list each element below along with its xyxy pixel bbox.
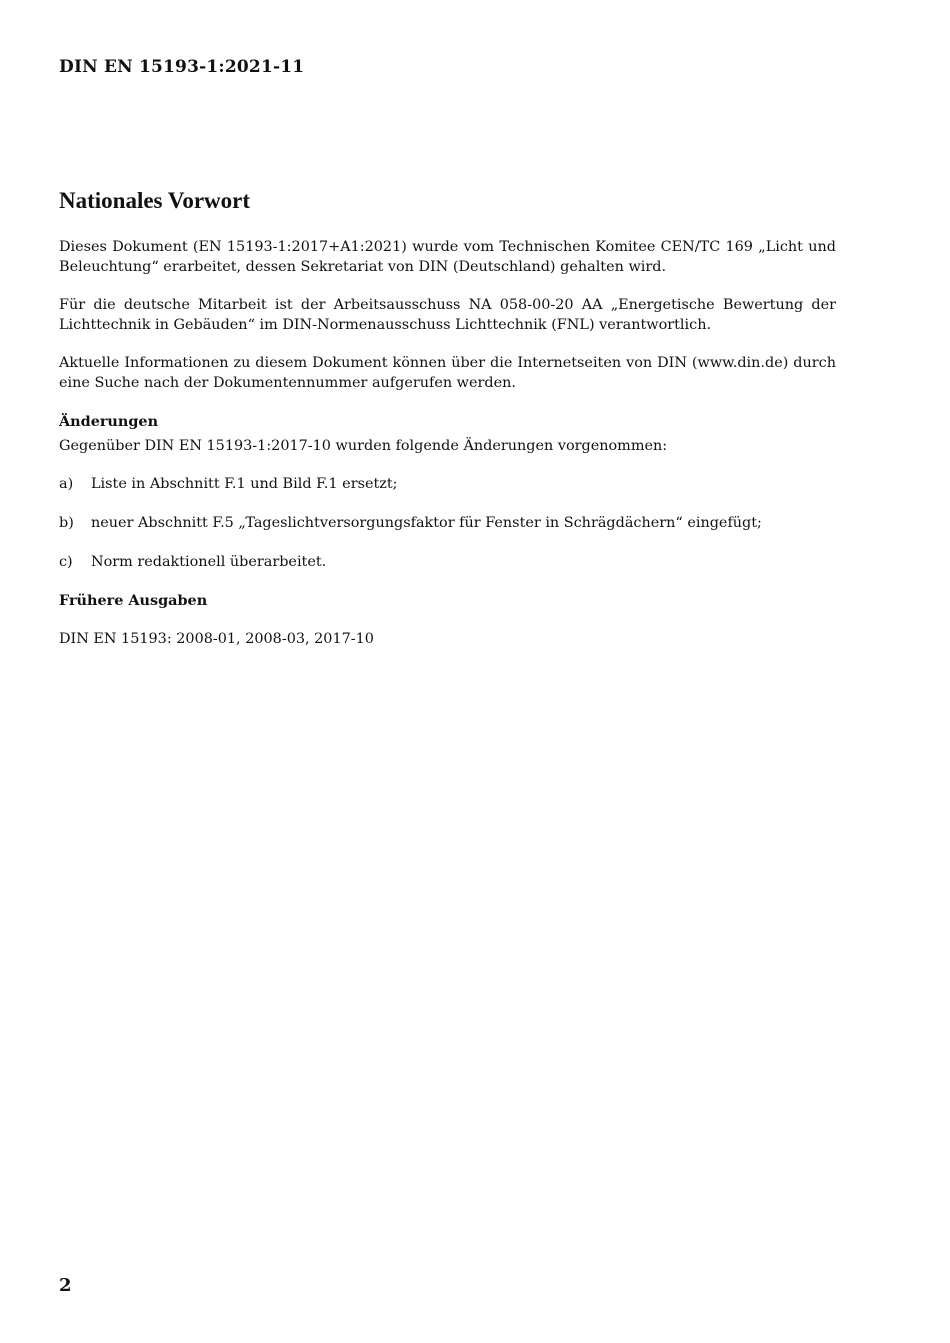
list-item [59,475,836,495]
page-content [59,186,836,668]
paragraph-committee: Dieses Dokument (EN 15193-1:2017+A1:2021) wurde vom Technischen Komitee CEN/TC 169 „Licht und Beleuchtung“ erarbeitet, dessen Sekretariat von DIN (Deutschland) gehalten wird. [59,239,836,275]
document-id-header: DIN EN 15193-1:2021-11 [59,57,305,77]
changes-intro: Gegenüber DIN EN 15193-1:2017-10 wurden folgende Änderungen vorgenommen: [59,437,668,454]
list-item-text: Liste in Abschnitt F.1 und Bild F.1 ersetzt; [91,476,398,492]
list-marker: a) [59,476,74,492]
list-item [59,514,836,534]
changes-heading: Änderungen [59,413,159,430]
list-item-text: neuer Abschnitt F.5 „Tageslichtversorgungsfaktor für Fenster in Schrägdächern“ eingefügt; [91,515,762,531]
previous-editions-heading: Frühere Ausgaben [59,592,208,609]
paragraph-working-committee: Für die deutsche Mitarbeit ist der Arbeitsausschuss NA 058-00-20 AA „Energetische Bewertung der Lichttechnik in Gebäuden“ im DIN-Normenausschuss Lichttechnik (FNL) verantwortlich. [59,297,836,333]
list-item-text: Norm redaktionell überarbeitet. [91,554,327,570]
section-title: Nationales Vorwort [59,188,251,213]
list-marker: b) [59,515,74,531]
paragraph-information: Aktuelle Informationen zu diesem Dokument können über die Internetseiten von DIN (www.din.de) durch eine Suche nach der Dokumentennummer aufgerufen werden. [59,355,836,391]
changes-list [59,475,836,573]
list-item [59,553,836,573]
previous-editions-text: DIN EN 15193: 2008-01, 2008-03, 2017-10 [59,630,374,647]
page-number: 2 [59,1275,72,1296]
list-marker: c) [59,554,73,570]
